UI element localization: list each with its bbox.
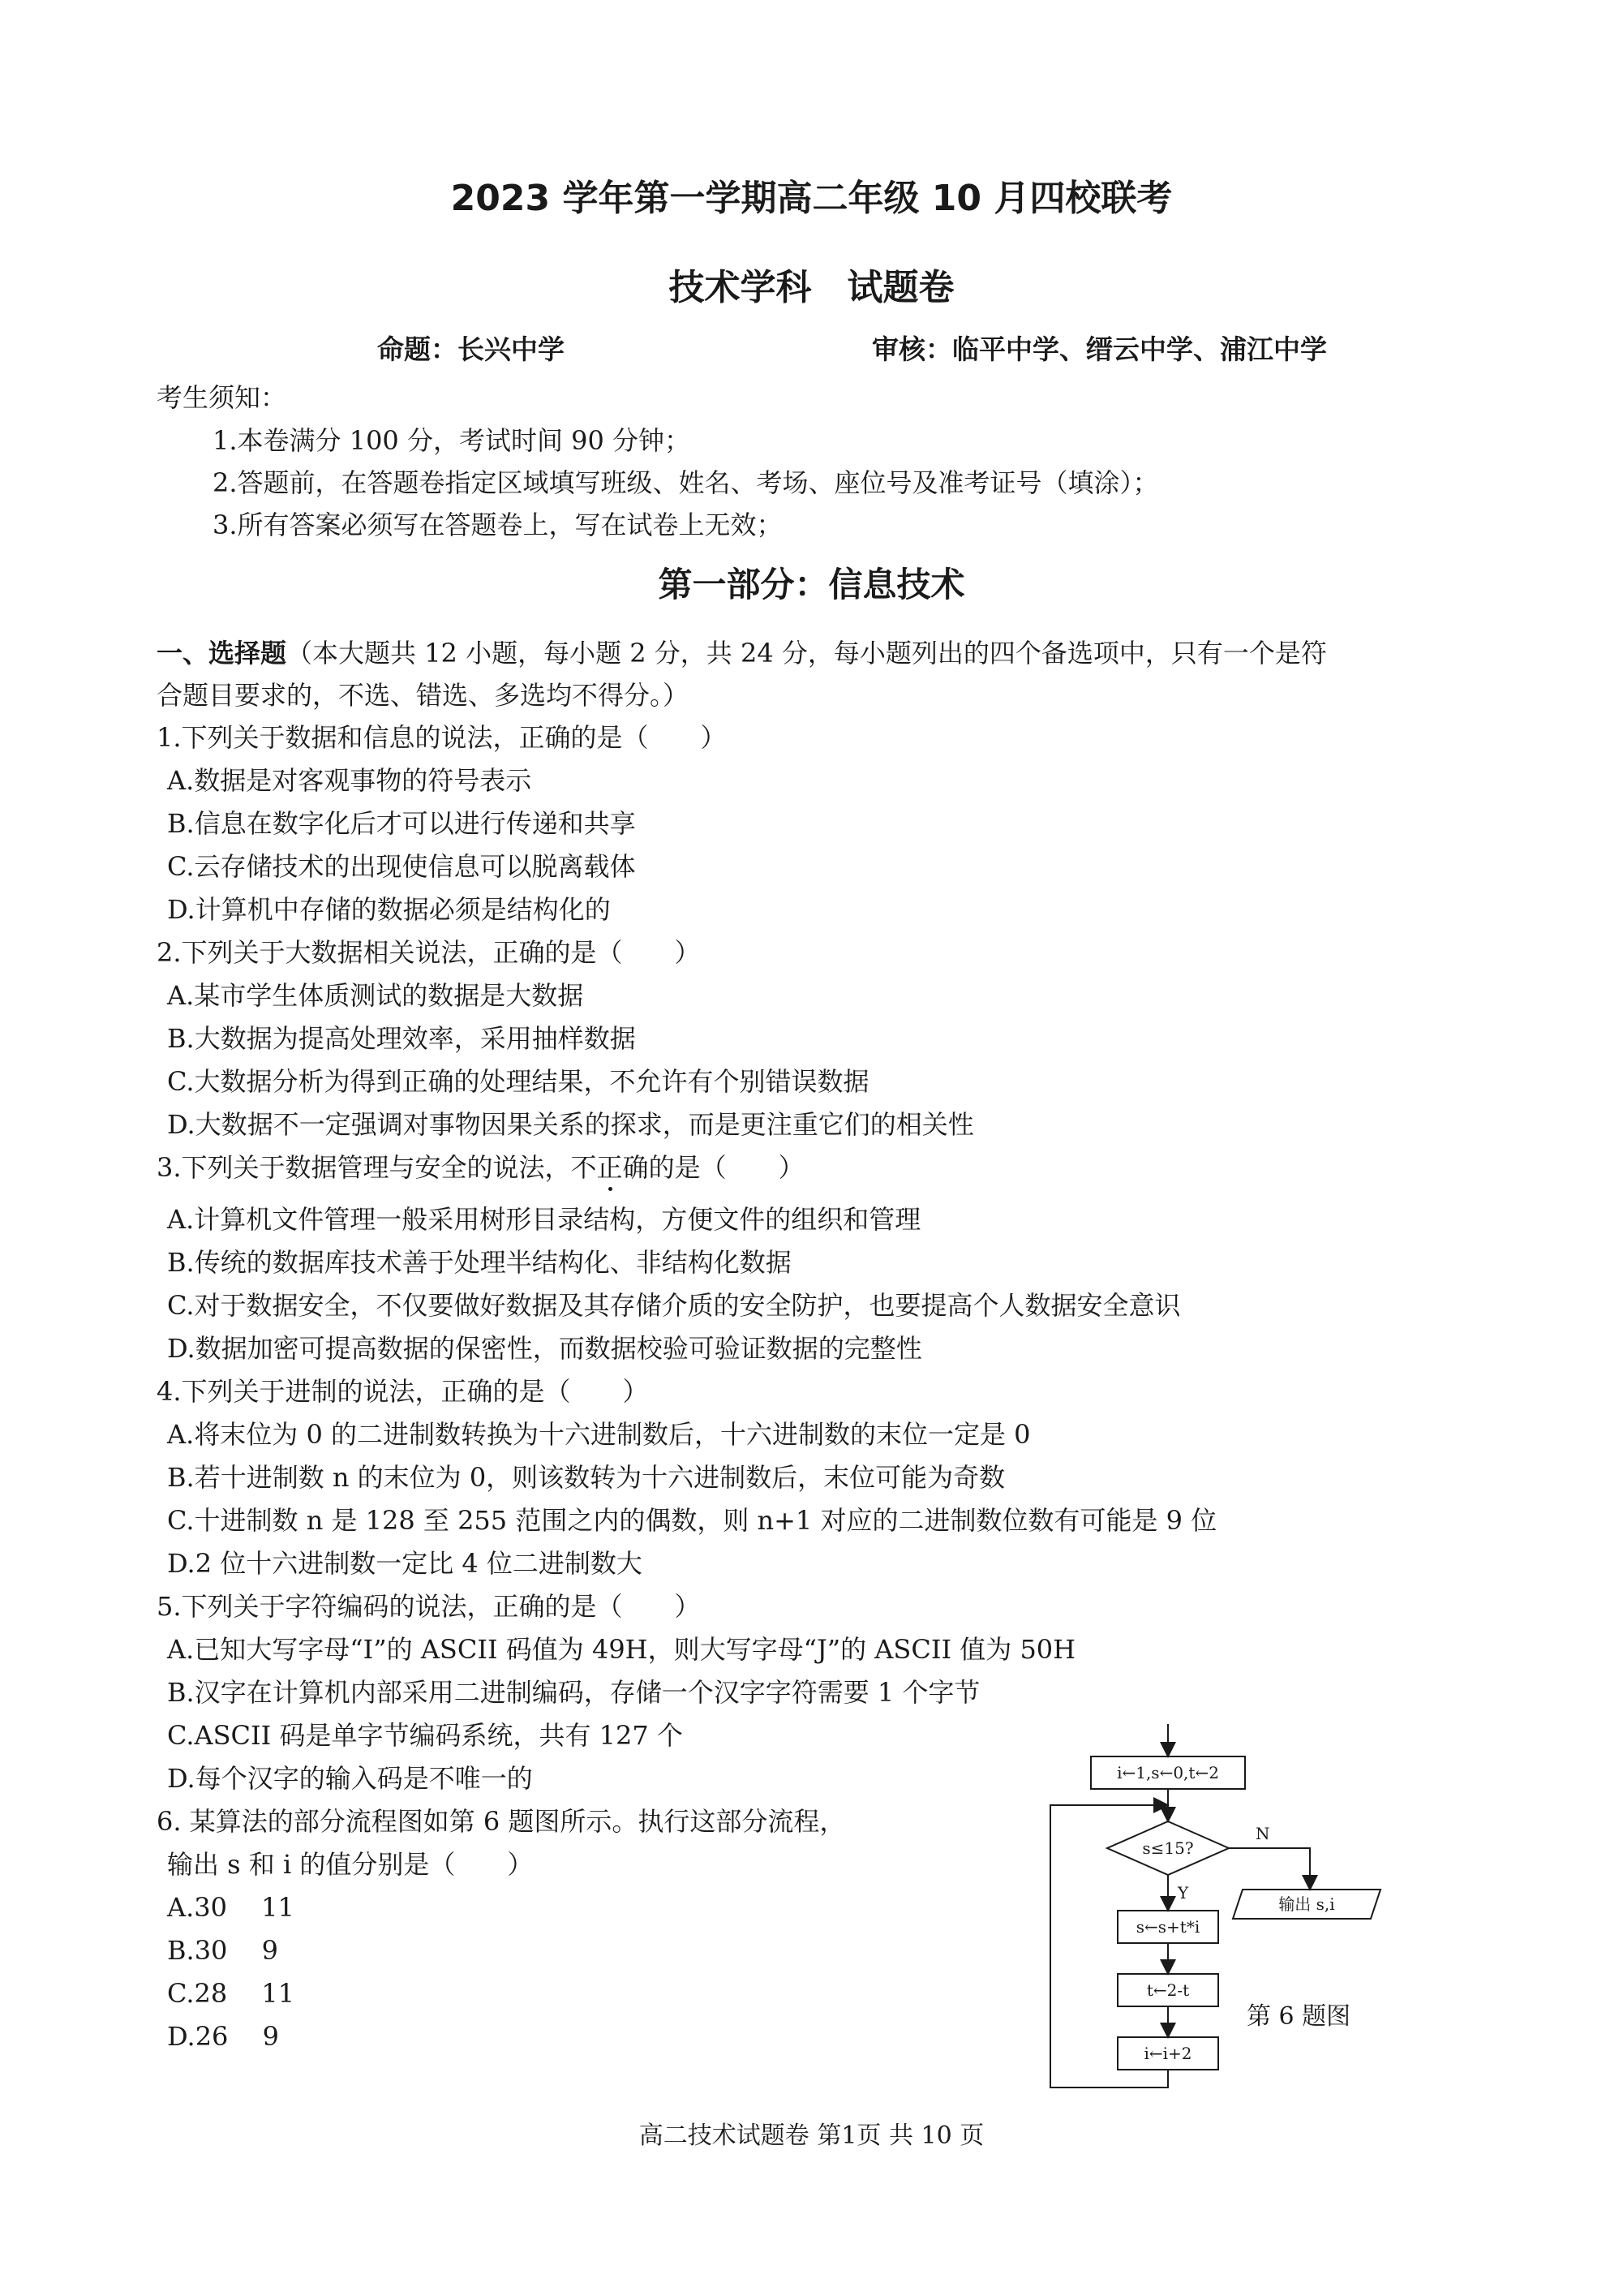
question-option: C.云存储技术的出现使信息可以脱离载体 <box>167 851 636 882</box>
flowchart-diagram <box>1030 1700 1403 2105</box>
question-option: A.将末位为 0 的二进制数转换为十六进制数后，十六进制数的末位一定是 0 <box>167 1419 1031 1450</box>
flow-no-label: N <box>1256 1824 1270 1843</box>
question-option: D.每个汉字的输入码是不唯一的 <box>167 1763 533 1794</box>
question-stem <box>157 1147 805 1185</box>
stem-emphasis: 不正确 <box>570 1152 649 1183</box>
question-option: A.数据是对客观事物的符号表示 <box>167 765 532 796</box>
flow-yes-label: Y <box>1178 1883 1189 1903</box>
stem-suffix: 的是（ ） <box>648 1152 805 1183</box>
question-option: D.计算机中存储的数据必须是结构化的 <box>167 894 611 925</box>
section-heading <box>157 633 1327 670</box>
question-option: B.大数据为提高处理效率，采用抽样数据 <box>167 1023 636 1054</box>
reviewer-line: 审核：临平中学、缙云中学、浦江中学 <box>872 333 1327 365</box>
question-option: C.ASCII 码是单字节编码系统，共有 127 个 <box>167 1720 683 1751</box>
notice-item: 2.答题前，在答题卷指定区域填写班级、姓名、考场、座位号及准考证号（填涂）； <box>213 467 1159 498</box>
question-option: B.汉字在计算机内部采用二进制编码，存储一个汉字字符需要 1 个字节 <box>167 1677 981 1708</box>
question-option: D.大数据不一定强调对事物因果关系的探求，而是更注重它们的相关性 <box>167 1109 974 1140</box>
question-stem: 5.下列关于字符编码的说法，正确的是（ ） <box>157 1591 701 1622</box>
question-option: A.30 11 <box>167 1892 294 1923</box>
question-option: B.传统的数据库技术善于处理半结构化、非结构化数据 <box>167 1247 792 1278</box>
exam-subtitle: 技术学科 试题卷 <box>668 267 955 308</box>
question-option: D.数据加密可提高数据的保密性，而数据校验可验证数据的完整性 <box>167 1333 922 1364</box>
notice-item: 1.本卷满分 100 分，考试时间 90 分钟； <box>213 425 691 456</box>
page-footer: 高二技术试题卷 第1页 共 10 页 <box>638 2122 985 2150</box>
flow-init-text: i←1,s←0,t←2 <box>1117 1763 1219 1782</box>
question-option: A.已知大写字母“I”的 ASCII 码值为 49H，则大写字母“J”的 ASCII 值为 50H <box>167 1634 1076 1665</box>
question-option: B.若十进制数 n 的末位为 0，则该数转为十六进制数后，末位可能为奇数 <box>167 1462 1006 1493</box>
question-stem: 2.下列关于大数据相关说法，正确的是（ ） <box>157 937 701 968</box>
notice-item: 3.所有答案必须写在答题卷上，写在试卷上无效； <box>213 510 783 540</box>
figure-caption: 第 6 题图 <box>1247 2002 1351 2031</box>
question-stem: 6. 某算法的部分流程图如第 6 题图所示。执行这部分流程， <box>157 1806 846 1837</box>
question-option: A.某市学生体质测试的数据是大数据 <box>167 980 584 1011</box>
notice-heading: 考生须知： <box>157 382 287 413</box>
question-stem: 1.下列关于数据和信息的说法，正确的是（ ） <box>157 722 727 753</box>
flow-no-arrow <box>1229 1848 1310 1888</box>
question-stem-cont: 输出 s 和 i 的值分别是（ ） <box>167 1849 534 1880</box>
exam-title: 2023 学年第一学期高二年级 10 月四校联考 <box>450 178 1173 219</box>
author-line: 命题：长兴中学 <box>377 333 565 365</box>
question-option: D.2 位十六进制数一定比 4 位二进制数大 <box>167 1548 642 1579</box>
question-option: C.对于数据安全，不仅要做好数据及其存储介质的安全防护，也要提高个人数据安全意识 <box>167 1290 1181 1321</box>
section-desc-cont: 合题目要求的，不选、错选、多选均不得分。） <box>157 680 689 711</box>
question-option: A.计算机文件管理一般采用树形目录结构，方便文件的组织和管理 <box>167 1204 921 1235</box>
flow-step1-text: s←s+t*i <box>1136 1917 1200 1937</box>
question-option: C.大数据分析为得到正确的处理结果，不允许有个别错误数据 <box>167 1066 869 1097</box>
flow-output-text: 输出 s,i <box>1278 1894 1335 1914</box>
question-option: B.信息在数字化后才可以进行传递和共享 <box>167 808 636 839</box>
question-stem: 4.下列关于进制的说法，正确的是（ ） <box>157 1376 649 1407</box>
flow-step3-text: i←i+2 <box>1144 2044 1192 2063</box>
section-desc: （本大题共 12 小题，每小题 2 分，共 24 分，每小题列出的四个备选项中，只有一个是符 <box>286 638 1327 669</box>
flow-condition-text: s≤15? <box>1142 1838 1194 1858</box>
question-option: B.30 9 <box>167 1935 278 1966</box>
flow-step2-text: t←2-t <box>1146 1980 1190 2000</box>
stem-prefix: 3.下列关于数据管理与安全的说法， <box>157 1152 571 1183</box>
question-option: C.28 11 <box>167 1978 295 2009</box>
question-option: C.十进制数 n 是 128 至 255 范围之内的偶数，则 n+1 对应的二进制数位数有可能是 9 位 <box>167 1505 1217 1536</box>
question-option: D.26 9 <box>167 2021 279 2052</box>
part-title: 第一部分：信息技术 <box>658 565 965 604</box>
section-label: 一、选择题 <box>157 638 287 669</box>
